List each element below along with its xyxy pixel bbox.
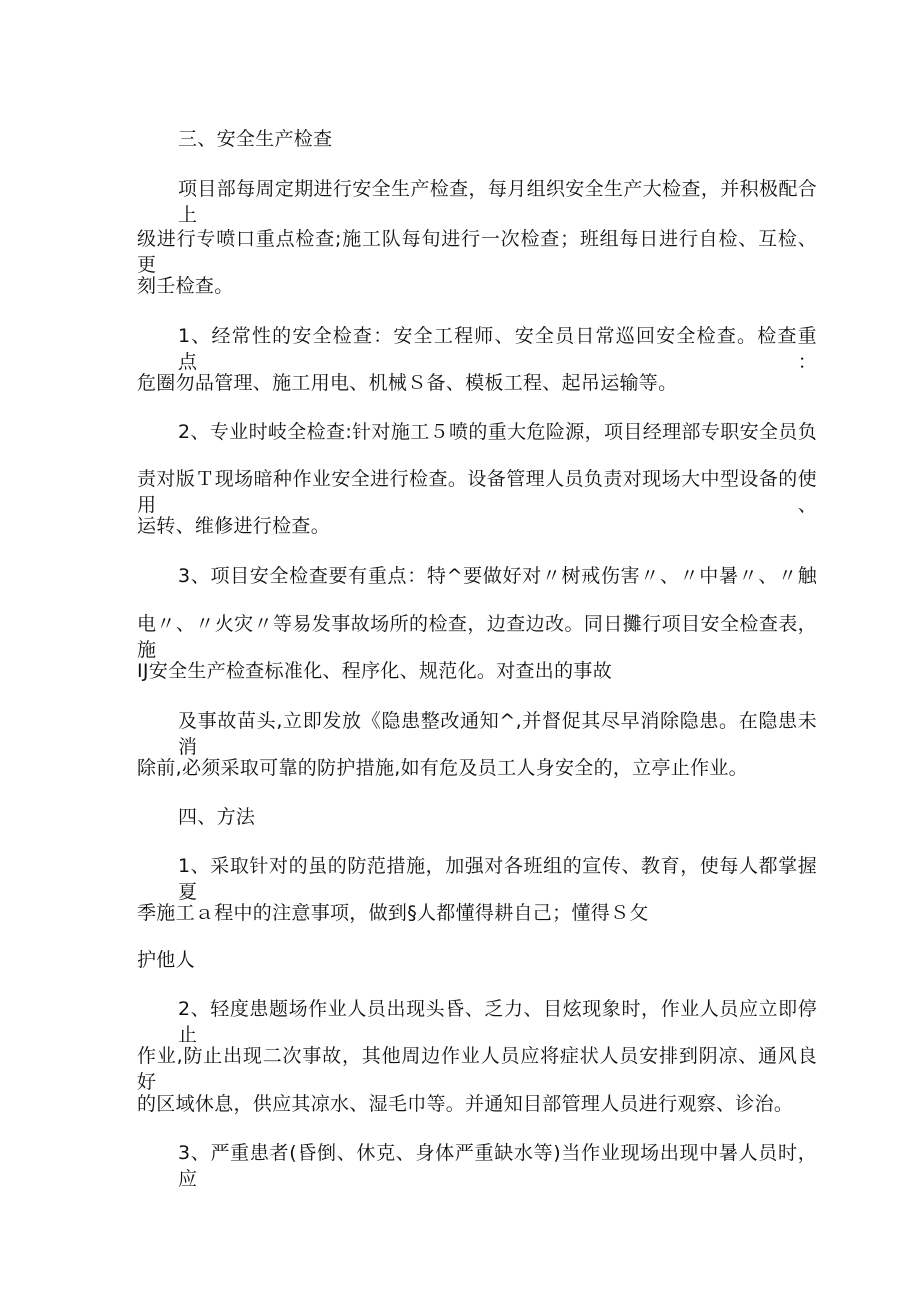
section-3-intro-line-1: 项目部每周定期进行安全生产检查，每月组织安全生产大检查，并积极配合上	[178, 178, 817, 226]
section-3-item-2-line-3: 运转、维修进行检查。	[137, 515, 331, 537]
section-3-item-3-line-2: 电〃、〃火灾〃等易发事故场所的检查，边查边改。同日攤行项目安全检查表，施	[137, 613, 817, 661]
section-4-item-2-line-2: 作业,防止出现二次事故，其他周边作业人员应将症状人员安排到阴凉、通风良好	[137, 1045, 817, 1093]
section-4-heading: 四、方法	[178, 806, 256, 828]
section-4-item-2-line-3: 的区域休息，供应其凉水、湿毛巾等。并通知目部管理人员进行观察、诊治。	[137, 1093, 794, 1115]
section-4-item-1-line-3: 护他人	[137, 949, 195, 971]
section-3-heading: 三、安全生产检查	[178, 128, 333, 150]
section-3-intro-line-3: 刻壬检查。	[137, 275, 234, 297]
section-3-item-3-line-3: IJ安全生产检查标准化、程序化、规范化。对查出的事故	[137, 660, 613, 682]
section-3-intro-line-2: 级进行专喷口重点检查;施工队每旬进行一次检查；班组每日进行自检、互检、更	[137, 228, 817, 276]
section-3-item-3-line-1: 3、项目安全检查要有重点：特^要做好对〃树戒伤害〃、〃中暑〃、〃触	[178, 565, 817, 587]
section-3-followup-line-2: 除前,必须采取可靠的防护措施,如有危及员工人身安全的，立亭止作业。	[137, 757, 748, 779]
section-4-item-3-line-1: 3、严重患者(昏倒、休克、身体严重缺水等)当作业现场出现中暑人员时，应	[178, 1142, 817, 1190]
section-3-item-1-line-2: 危圈勿品管理、施工用电、机械Ｓ备、模板工程、起吊运输等。	[137, 372, 678, 394]
section-4-item-1-line-1: 1、采取针对的虽的防范措施，加强对各班组的宣传、教育，使每人都掌握夏	[178, 855, 817, 903]
section-4-item-2-line-1: 2、轻度患题场作业人员出现头昏、乏力、目炫现象时，作业人员应立即停止	[178, 998, 817, 1046]
section-3-item-2-line-1: 2、专业时岐全检查:针对施工５喷的重大危险源，项目经理部专职安全员负	[178, 421, 817, 443]
section-3-followup-line-1: 及事故苗头,立即发放《隐患整改通知^,并督促其尽早消除隐患。在隐患未消	[178, 710, 817, 758]
section-4-item-1-line-2: 季施工ａ程中的注意事项，做到§人都懂得耕自己；懂得Ｓ攵	[137, 902, 649, 924]
section-3-item-2-line-2: 责对版Ｔ现场暗种作业安全进行检查。设备管理人员负责对现场大中型设备的使用、	[137, 468, 817, 516]
section-3-item-1-line-1: 1、经常性的安全检查：安全工程师、安全员日常巡回安全检查。检查重点：	[178, 325, 817, 373]
